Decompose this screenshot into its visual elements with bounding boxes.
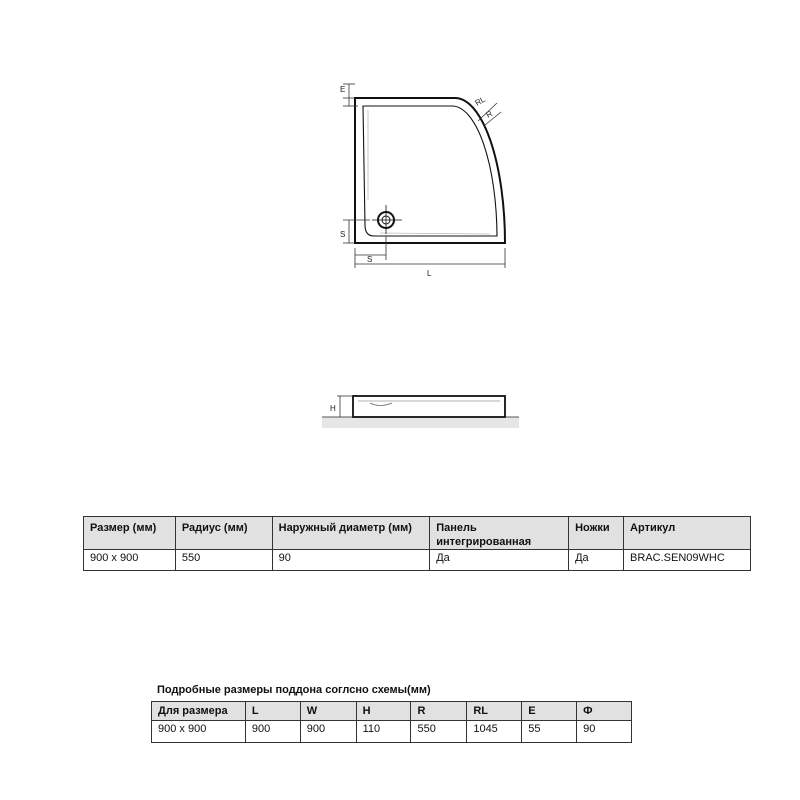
dimensions-table	[151, 701, 632, 743]
cell-article: BRAC.SEN09WHC	[624, 550, 751, 571]
floor	[322, 417, 519, 428]
spec-header-row	[84, 517, 751, 550]
header-article: Артикул	[624, 517, 751, 550]
label-s-vertical: S	[340, 230, 346, 239]
cell-l: 900	[245, 721, 300, 743]
side-view-diagram	[320, 390, 520, 430]
label-h: H	[330, 404, 336, 413]
tray-profile	[353, 396, 505, 417]
header-phi: Ф	[577, 702, 632, 721]
cell-size: 900 x 900	[84, 550, 176, 571]
dimensions-header-row	[152, 702, 632, 721]
height-dimension	[337, 396, 353, 417]
dimension-lines	[343, 84, 505, 268]
cell-for-size: 900 x 900	[152, 721, 246, 743]
header-w: W	[300, 702, 356, 721]
cell-outer-diameter: 90	[272, 550, 430, 571]
header-h: H	[356, 702, 411, 721]
header-radius: Радиус (мм)	[175, 517, 272, 550]
cell-w: 900	[300, 721, 356, 743]
header-for-size: Для размера	[152, 702, 246, 721]
header-rl: RL	[467, 702, 522, 721]
header-panel: Панель интегрированная	[430, 517, 569, 550]
label-rl: RL	[473, 94, 487, 108]
drain-icon	[372, 205, 402, 234]
top-view-diagram	[330, 78, 520, 283]
cell-radius: 550	[175, 550, 272, 571]
label-r: R	[484, 109, 495, 120]
header-size: Размер (мм)	[84, 517, 176, 550]
header-l: L	[245, 702, 300, 721]
label-s-horizontal: S	[367, 255, 373, 264]
table-row	[152, 721, 632, 743]
cell-phi: 90	[577, 721, 632, 743]
cell-rl: 1045	[467, 721, 522, 743]
label-l: L	[427, 269, 432, 278]
table-row	[84, 550, 751, 571]
cell-e: 55	[522, 721, 577, 743]
dimensions-caption: Подробные размеры поддона соглсно схемы(мм)	[157, 684, 431, 696]
cell-r: 550	[411, 721, 467, 743]
spec-table	[83, 516, 751, 571]
cell-panel: Да	[430, 550, 569, 571]
cell-legs: Да	[569, 550, 624, 571]
header-outer-diameter: Наружный диаметр (мм)	[272, 517, 430, 550]
cell-h: 110	[356, 721, 411, 743]
header-r: R	[411, 702, 467, 721]
header-e: E	[522, 702, 577, 721]
header-legs: Ножки	[569, 517, 624, 550]
label-e: E	[340, 85, 346, 94]
